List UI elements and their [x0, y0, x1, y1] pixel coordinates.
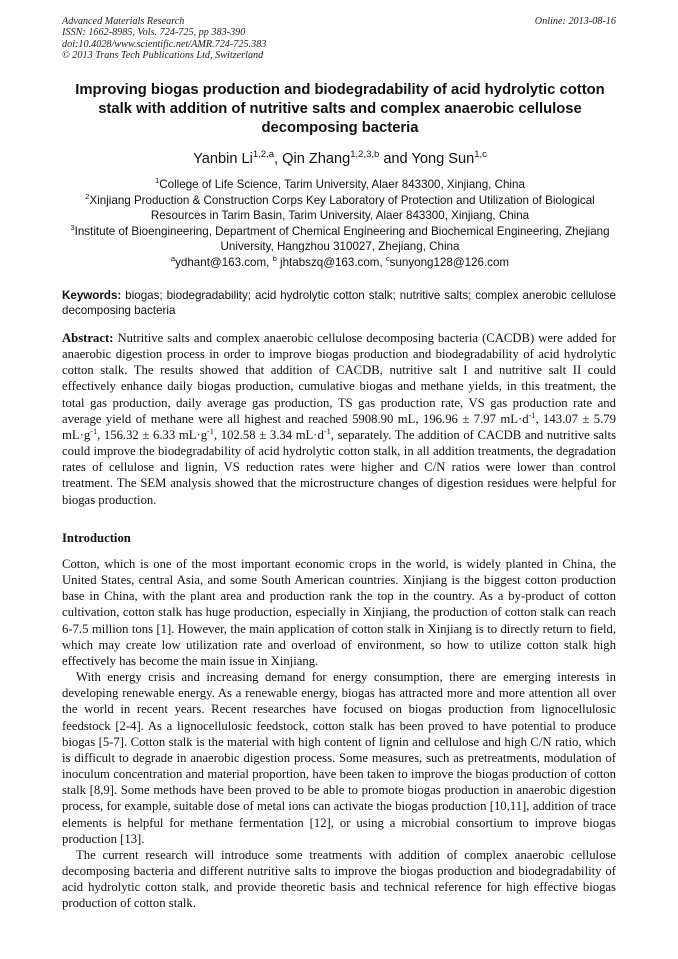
abstract-text: Nutritive salts and complex anaerobic cellulose decomposing bacteria (CACDB) were added for anaerobic digestion process in order to improve biogas production and biodegradability of acid hydrolytic cotton stalk. The results showed that addition of CACDB, nutritive salt I and nutritive salt II could effectively enhance daily biogas production, cumulative biogas and methane yields, in this treatment, the total gas production, daily average gas production, TS gas production rate, VS gas production rate and average yield of methane were all highest and reached 5908.90 mL, 196.96 ± 7.97 mL·d [62, 331, 616, 426]
author-name: Yanbin Li [193, 151, 253, 167]
author-sep: , [273, 151, 283, 167]
author-affil-sup: 1,2,3,b [350, 149, 380, 161]
issn-line: ISSN: 1662-8985, Vols. 724-725, pp 383-390 [62, 27, 246, 39]
email-sup: c [385, 254, 390, 264]
author-affil-sup: 1,2,a [252, 149, 274, 161]
email-c[interactable]: sunyong128@126.com [389, 255, 510, 269]
journal-name: Advanced Materials Research [62, 16, 185, 27]
doi-link[interactable]: doi:10.4028/www.scientific.net/AMR.724-725.383 [62, 38, 267, 50]
section-heading-introduction: Introduction [62, 531, 131, 545]
intro-paragraph-3: The current research will introduce some treatments with addition of complex anaerobic cellulose decomposing bacteria and different nutritive salts to improve the biogas production and biodegradability of acid hydrolytic cotton stalk, and provide theoretic basis and technical reference for high effective biogas production of cotton stalk. [62, 847, 616, 911]
keywords-text: biogas; biodegradability; acid hydrolytic cotton stalk; nutritive salts; complex anerobic cellulose decomposing bacteria [62, 289, 616, 317]
keywords-block [62, 288, 616, 318]
online-date: Online: 2013-08-16 [534, 16, 616, 27]
email-sup: a [170, 254, 176, 264]
email-list [62, 255, 618, 271]
author-sep: and [379, 151, 412, 167]
abstract-text: , separately. The addition of CACDB and nutritive salts could improve the biodegradability of acid hydrolytic cotton stalk, in all addition treatments, the degradation rates of cellulose and lignin, VS reduction rates were higher and C/N ratios were lower than control treatment. The SEM analysis showed that the microstructure changes of digestion residues were helpful for biogas production. [62, 427, 617, 507]
abstract-text: , 143.07 ± 5.79 mL·g [62, 411, 616, 442]
intro-paragraph-1: Cotton, which is one of the most important economic crops in the world, is widely planted in China, the United States, central Asia, and some South American countries. Xinjiang is the biggest cotton production base in China, with the plant area and production rank the top in the country. As a by-product of cotton cultivation, cotton stalk has huge production, especially in Xinjiang, the production of cotton stalk can reach 6-7.5 million tons [1]. However, the main application of cotton stalk in Xinjiang is to directly return to field, which may create low utilization rate and overload of environment, so how to utilize cotton stalk high effectively has become the main issue in Xinjiang. [62, 557, 616, 668]
intro-paragraph-2: With energy crisis and increasing demand for energy consumption, there are emerging interests in developing renewable energy. As a renewable energy, biogas has attracted more and more attention all over the world in recent years. Recent researches have focused on biogas production from lignocellulosic feedstock [2-4]. As a lignocellulosic feedstock, cotton stalk has been proved to have potential to produce biogas [5-7]. Cotton stalk is the material with high content of lignin and cellulose and high C/N ratio, which is difficult to degrade in anaerobic digestion process. Some measures, such as pretreatments, modulation of inoculum concentration and material proportion, have been taken to improve the biogas production of cotton stalk [8,9]. Some methods have been proved to be able to promote biogas production in anaerobic digestion process, for example, suitable dose of metal ions can activate the biogas production [10,11], addition of trace elements is helpful for methane fermentation [12], or using a microbial consortium to improve biogas production [13]. [62, 670, 616, 846]
email-a[interactable]: ydhant@163.com, [175, 255, 273, 269]
email-b[interactable]: jhtabszq@163.com, [276, 255, 386, 269]
author-name: Qin Zhang [282, 151, 351, 167]
abstract-label: Abstract: [62, 331, 114, 345]
affiliation-1 [62, 177, 618, 193]
affil-sup: 2 [85, 191, 90, 201]
author-affil-sup: 1,c [474, 149, 487, 161]
copyright-line: © 2013 Trans Tech Publications Ltd, Switzerland [62, 50, 264, 62]
keywords-label: Keywords: [62, 289, 122, 302]
unit-exponent: -1 [90, 426, 98, 436]
paper-title: Improving biogas production and biodegradability of acid hydrolytic cotton stalk with addition of nutritive salts and complex anaerobic cellulose decomposing bacteria [75, 82, 605, 136]
author-list [62, 150, 618, 168]
abstract-block [62, 330, 616, 508]
author-name: Yong Sun [411, 151, 475, 167]
affil-text: College of Life Science, Tarim University, Alaer 843300, Xinjiang, China [159, 178, 525, 191]
affil-text: Institute of Bioengineering, Department of Chemical Engineering and Biochemical Engineering, Zhejiang University, Hangzhou 310027, Zhejiang, China [74, 224, 610, 254]
affil-sup: 1 [155, 176, 160, 186]
unit-exponent: -1 [323, 426, 331, 436]
abstract-text: , 156.32 ± 6.33 mL·g [97, 427, 208, 442]
introduction-body [62, 556, 616, 911]
affil-text: Xinjiang Production & Construction Corps Key Laboratory of Protection and Utilization of Biological Resources in Tarim Basin, Tarim University, Alaer 843300, Xinjiang, China [89, 193, 595, 223]
affiliation-3 [62, 224, 618, 255]
abstract-text: , 102.58 ± 3.34 mL·d [213, 427, 324, 442]
affiliation-2 [62, 193, 618, 224]
unit-exponent: -1 [207, 426, 214, 436]
affiliation-list [62, 177, 618, 271]
email-sup: b [272, 254, 277, 264]
unit-exponent: -1 [528, 410, 536, 420]
affil-sup: 3 [70, 222, 75, 232]
